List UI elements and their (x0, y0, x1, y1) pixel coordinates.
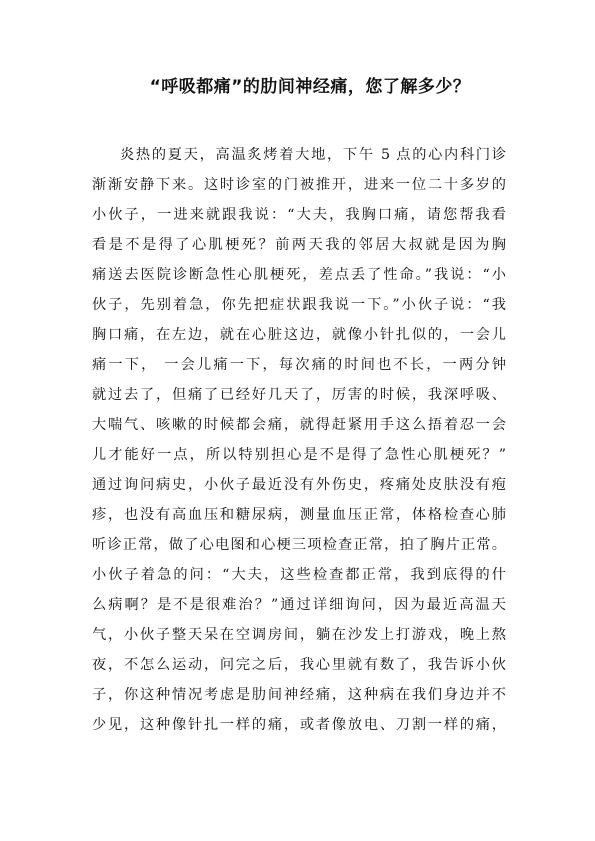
paragraph-line: 大喘气、咳嗽的时候都会痛，就得赶紧用手这么捂着忍一会 (92, 417, 506, 433)
paragraph-line: 听诊正常，做了心电图和心梗三项检查正常，拍了胸片正常。 (92, 537, 506, 553)
paragraph-line: 儿才能好一点，所以特别担心是不是得了急性心肌梗死？” (92, 447, 506, 463)
document-title: “呼吸都痛”的肋间神经痛，您了解多少？ (149, 77, 471, 97)
paragraph-line: 小伙子着急的问：“大夫，这些检查都正常，我到底得的什 (92, 567, 506, 583)
paragraph-line: 痛一下， 一会儿痛一下，每次痛的时间也不长，一两分钟 (92, 357, 506, 373)
paragraph-line: 气，小伙子整天呆在空调房间，躺在沙发上打游戏，晚上熬 (92, 627, 506, 643)
paragraph-line: 通过询问病史，小伙子最近没有外伤史，疼痛处皮肤没有疱 (92, 477, 506, 493)
paragraph-line: 夜，不怎么运动，问完之后，我心里就有数了，我告诉小伙 (92, 657, 506, 673)
paragraph-line: 渐渐安静下来。这时诊室的门被推开，进来一位二十多岁的 (92, 177, 506, 193)
paragraph-line: 么病啊？是不是很难治？”通过详细询问，因为最近高温天 (92, 597, 506, 613)
paragraph-line: 看是不是得了心肌梗死？前两天我的邻居大叔就是因为胸 (92, 237, 506, 253)
paragraph-line: 炎热的夏天，高温炙烤着大地，下午 5 点的心内科门诊 (120, 147, 506, 163)
paragraph-line: 子，你这种情况考虑是肋间神经痛，这种病在我们身边并不 (92, 687, 506, 703)
paragraph-line: 小伙子，一进来就跟我说：“大夫，我胸口痛，请您帮我看 (92, 207, 506, 223)
paragraph-line: 胸口痛，在左边，就在心脏这边，就像小针扎似的，一会儿 (92, 327, 506, 343)
paragraph-line: 伙子，先别着急，你先把症状跟我说一下。”小伙子说：“我 (92, 297, 506, 313)
paragraph-line: 痛送去医院诊断急性心肌梗死，差点丢了性命。”我说：“小 (92, 267, 506, 283)
paragraph-line: 就过去了，但痛了已经好几天了，厉害的时候，我深呼吸、 (92, 387, 506, 403)
paragraph-line: 少见，这种像针扎一样的痛，或者像放电、刀割一样的痛， (92, 717, 506, 733)
document-body (92, 140, 506, 740)
paragraph-line: 疹，也没有高血压和糖尿病，测量血压正常，体格检查心肺 (92, 507, 506, 523)
